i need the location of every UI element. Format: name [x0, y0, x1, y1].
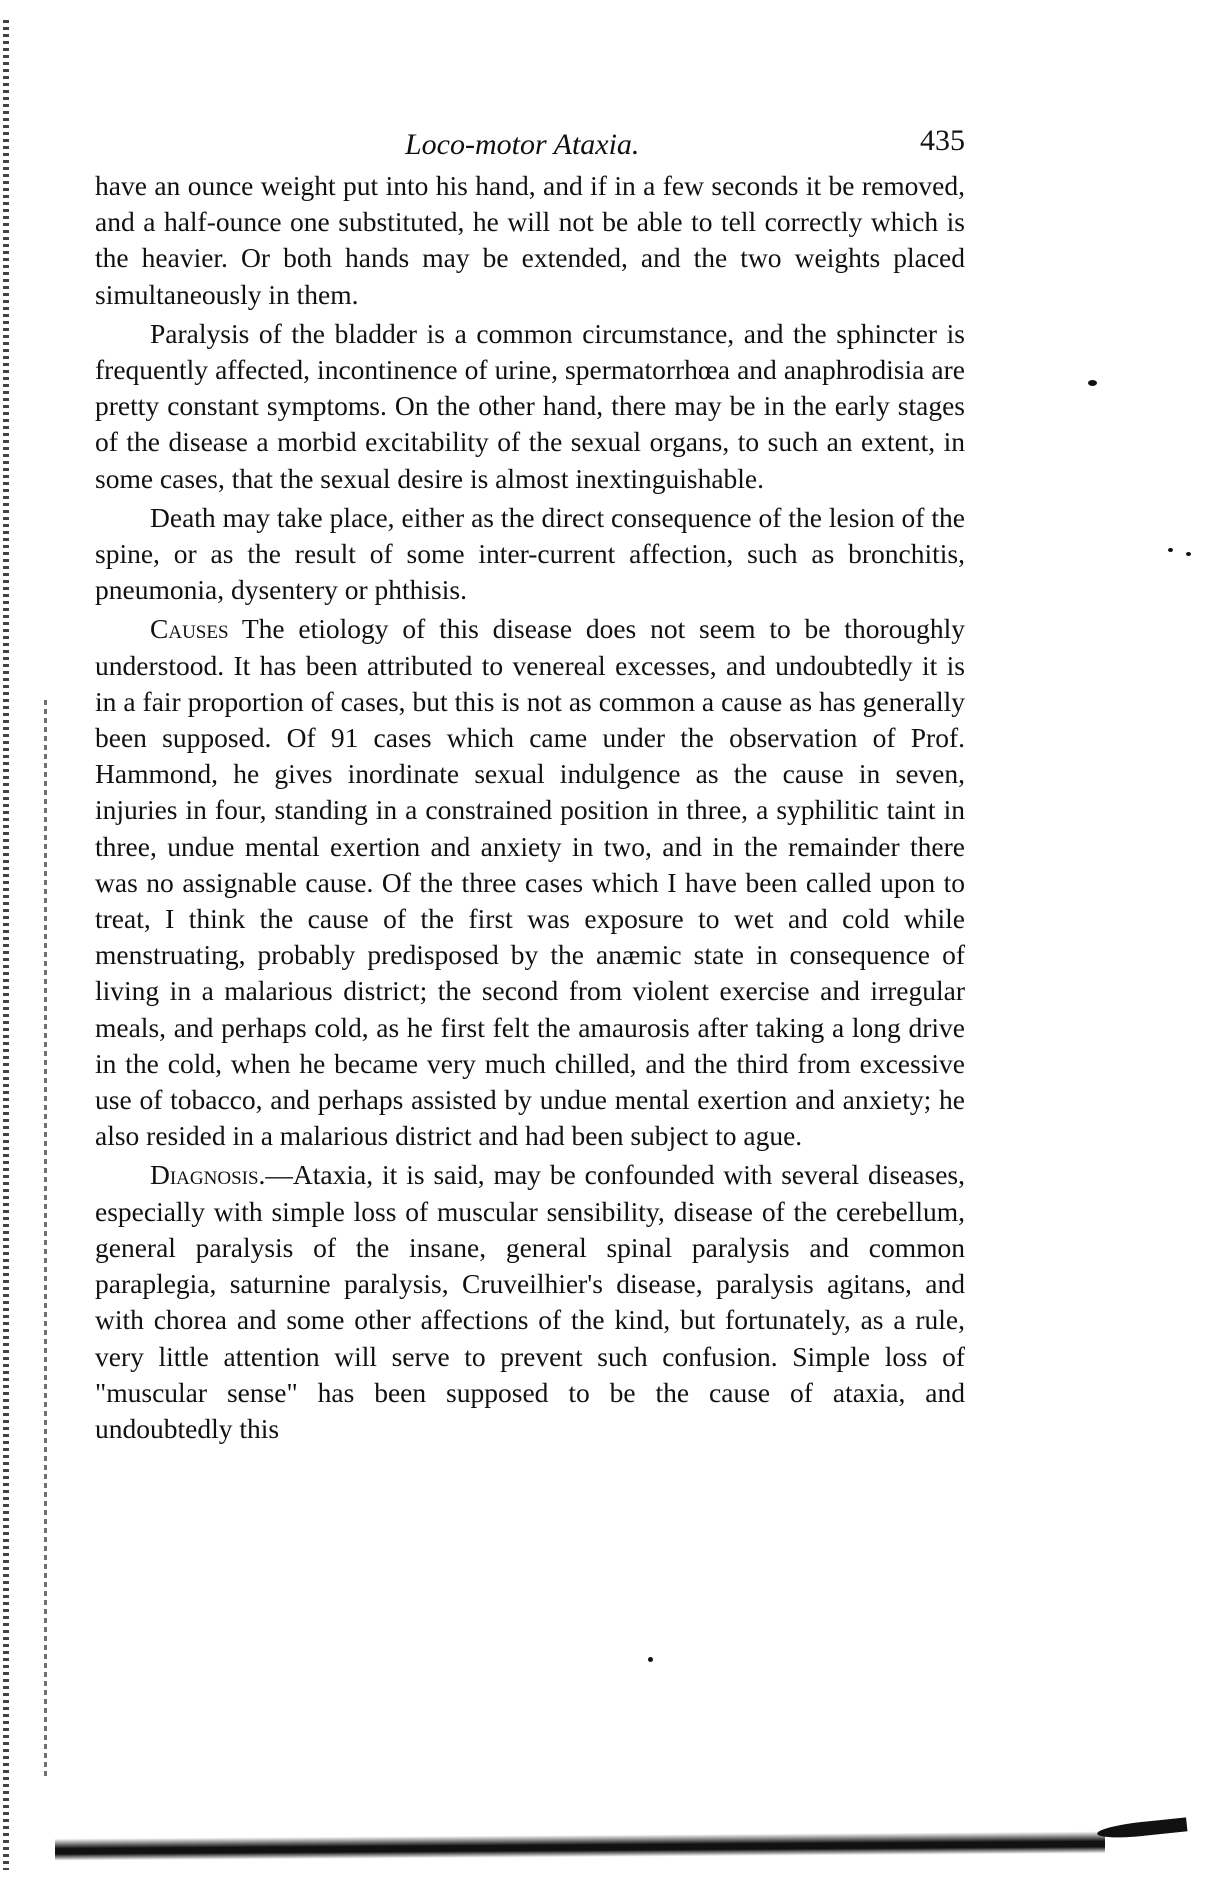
- book-page: [95, 118, 965, 1447]
- paragraph-causes-text: The etiology of this disease does not seem to be thoroughly understood. It has been attributed to venereal excesses, and undoubtedly it is in a fair proportion of cases, but this is not as common a cause as has generally been supposed. Of 91 cases which came under the observation of Prof. Hammond, he gives inordinate sexual indulgence as the cause in seven, injuries in four, standing in a constrained position in three, a syphilitic taint in three, undue mental exertion and anxiety in two, and in the remainder there was no assignable cause. Of the three cases which I have been called upon to treat, I think the cause of the first was exposure to wet and cold while menstruating, probably predisposed by the anæmic state in consequence of living in a malarious district; the second from violent exercise and irregular meals, and perhaps cold, as he first felt the amaurosis after taking a long drive in the cold, when he became very much chilled, and the third from excessive use of tobacco, and perhaps assisted by undue mental exertion and anxiety; he also resided in a malarious district and had been subject to ague.: [95, 613, 965, 1152]
- page-bottom-edge: [55, 1831, 1105, 1860]
- scan-speck: [1186, 552, 1191, 556]
- body-text: [95, 168, 965, 1447]
- page-corner-shadow: [1097, 1817, 1188, 1840]
- section-heading-diagnosis: Diagnosis: [150, 1159, 259, 1191]
- scan-speck: [648, 1657, 653, 1662]
- running-title: Loco-motor Ataxia.: [405, 128, 640, 161]
- paragraph-diagnosis: [95, 1157, 965, 1447]
- scan-binding-edge: [3, 20, 9, 1870]
- paragraph-diagnosis-text: .—Ataxia, it is said, may be confounded with several diseases, especially with simple loss of muscular sensibility, disease of the cerebellum, general paralysis of the insane, general spinal paralysis and common paraplegia, saturnine paralysis, Cruveilhier's disease, paralysis agitans, and with chorea and some other affections of the kind, but fortunately, as a rule, very little attention will serve to prevent such confusion. Simple loss of "muscular sense" has been supposed to be the cause of ataxia, and undoubtedly this: [95, 1159, 965, 1444]
- scan-binding-shadow: [44, 700, 47, 1780]
- page-header: [95, 118, 965, 168]
- paragraph-bladder: Paralysis of the bladder is a common circumstance, and the sphincter is frequently affected, incontinence of urine, spermatorrhœa and anaphrodisia are pretty constant symptoms. On the other hand, there may be in the early stages of the disease a morbid excitability of the sexual organs, to such an extent, in some cases, that the sexual desire is almost inextinguishable.: [95, 317, 965, 494]
- scan-speck: [1088, 380, 1097, 386]
- page-number: 435: [920, 124, 965, 157]
- paragraph-causes: [95, 611, 965, 1154]
- paragraph-death: Death may take place, either as the direct consequence of the lesion of the spine, or as the result of some inter-current affection, such as bronchitis, pneumonia, dysentery or phthisis.: [95, 501, 965, 606]
- section-heading-causes: Causes: [150, 613, 229, 645]
- paragraph-continuation: have an ounce weight put into his hand, and if in a few seconds it be removed, and a half-ounce one substituted, he will not be able to tell correctly which is the heavier. Or both hands may be extended, and the two weights placed simultaneously in them.: [95, 170, 965, 310]
- scan-speck: [1168, 548, 1173, 552]
